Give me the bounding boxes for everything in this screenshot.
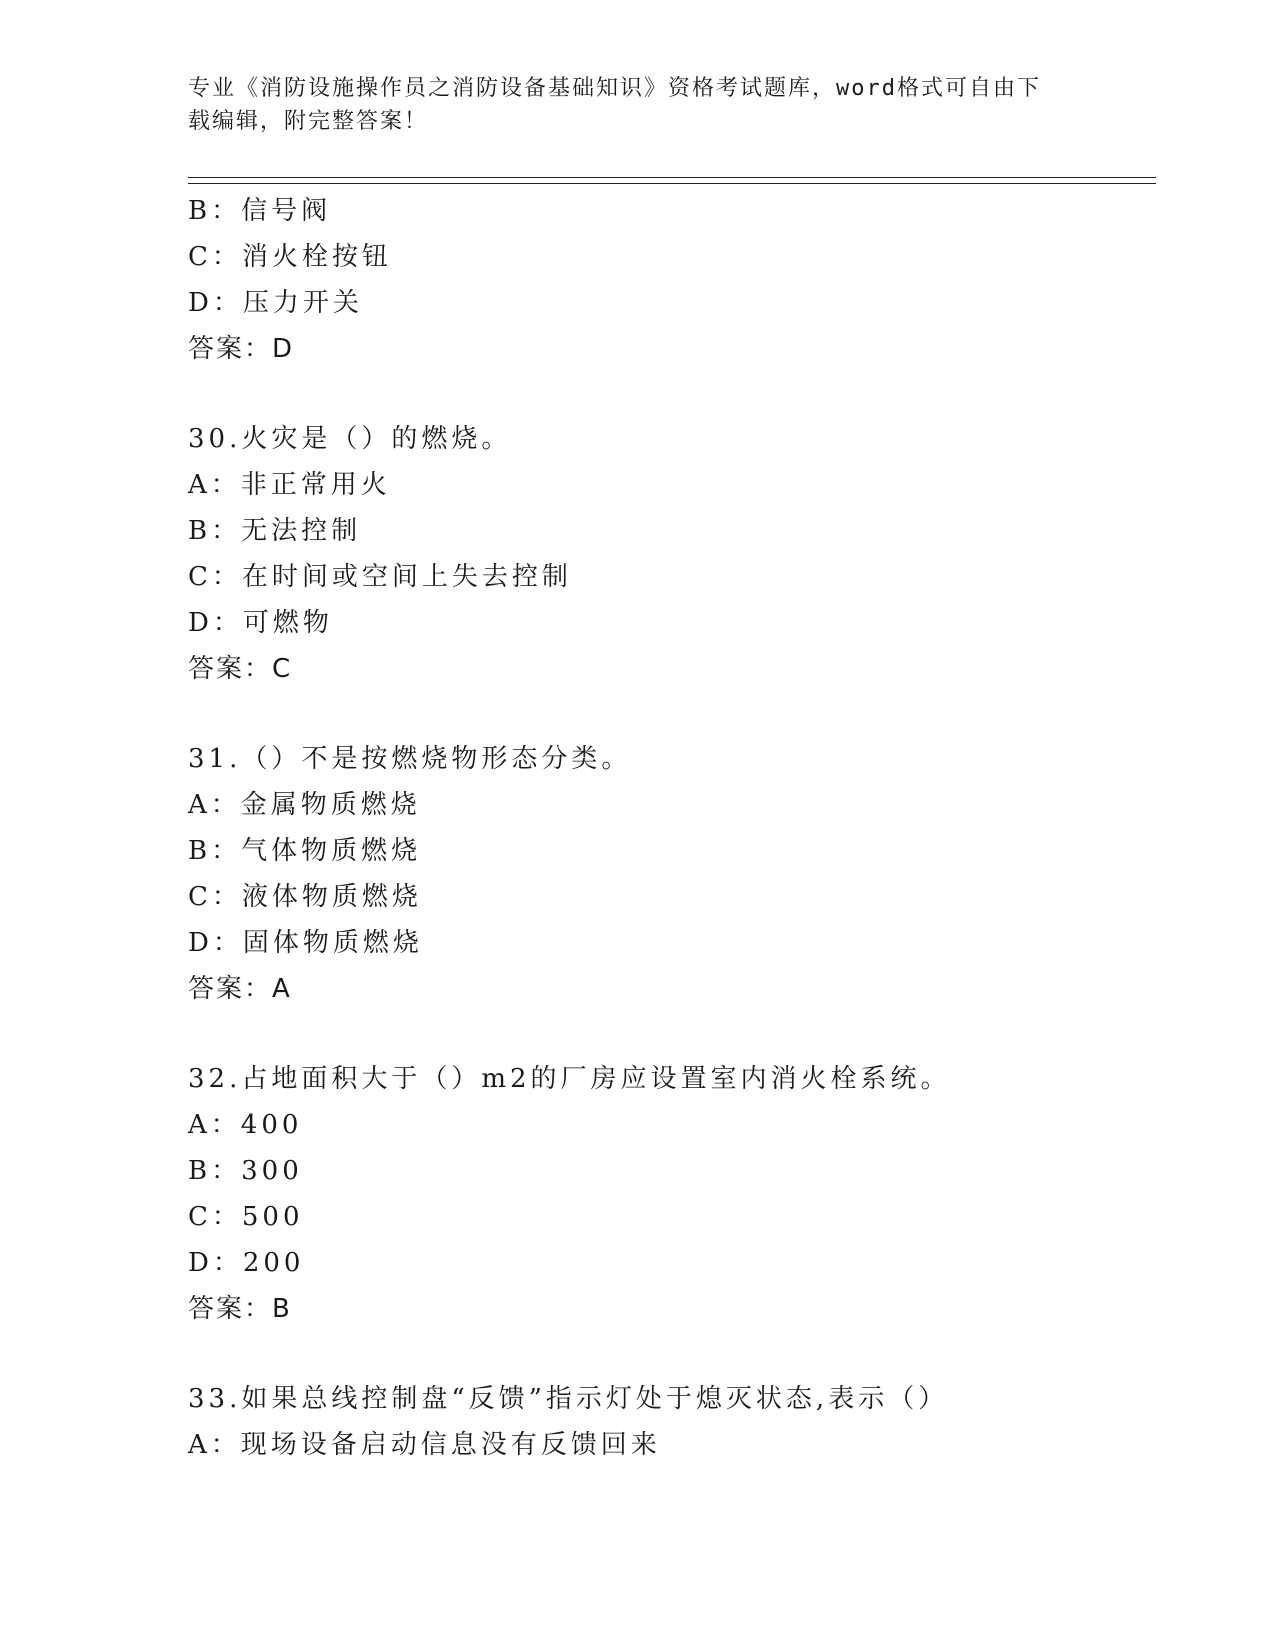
option-a: A：非正常用火: [188, 470, 391, 500]
question-stem: 31.（）不是按燃烧物形态分类。: [188, 744, 632, 774]
question-33: [188, 1376, 1156, 1468]
question-31: [188, 736, 1156, 1012]
option-c: C：在时间或空间上失去控制: [188, 562, 572, 592]
answer-line: 答案：C: [188, 654, 293, 684]
option-d: D：200: [188, 1248, 305, 1278]
question-stem: 30.火灾是（）的燃烧。: [188, 424, 512, 454]
question-list: [188, 188, 1156, 1468]
option-b: B：信号阀: [188, 196, 332, 226]
header-line-2: 载编辑，附完整答案！: [188, 109, 429, 134]
answer-line: 答案：B: [188, 1294, 292, 1324]
question-32: [188, 1056, 1156, 1332]
option-d: D：压力开关: [188, 288, 363, 318]
header-divider-top: [188, 177, 1156, 178]
question-stem: 32.占地面积大于（）m2的厂房应设置室内消火栓系统。: [188, 1064, 951, 1094]
option-c: C：消火栓按钮: [188, 242, 392, 272]
option-a: A：400: [188, 1110, 303, 1140]
header-line-1: 专业《消防设施操作员之消防设备基础知识》资格考试题库，word格式可自由下: [188, 76, 1041, 101]
option-b: B：300: [188, 1156, 303, 1186]
option-c: C：500: [188, 1202, 304, 1232]
prev-question-block: [188, 188, 1156, 372]
answer-line: 答案：A: [188, 974, 292, 1004]
option-c: C：液体物质燃烧: [188, 882, 422, 912]
document-header: [188, 72, 1068, 138]
question-stem: 33.如果总线控制盘“反馈”指示灯处于熄灭状态,表示（）: [188, 1384, 949, 1414]
header-divider-bottom: [188, 183, 1156, 184]
option-b: B：无法控制: [188, 516, 362, 546]
option-a: A：现场设备启动信息没有反馈回来: [188, 1430, 661, 1460]
option-d: D：固体物质燃烧: [188, 928, 423, 958]
option-a: A：金属物质燃烧: [188, 790, 421, 820]
question-30: [188, 416, 1156, 692]
option-b: B：气体物质燃烧: [188, 836, 422, 866]
answer-line: 答案：D: [188, 334, 295, 364]
option-d: D：可燃物: [188, 608, 333, 638]
